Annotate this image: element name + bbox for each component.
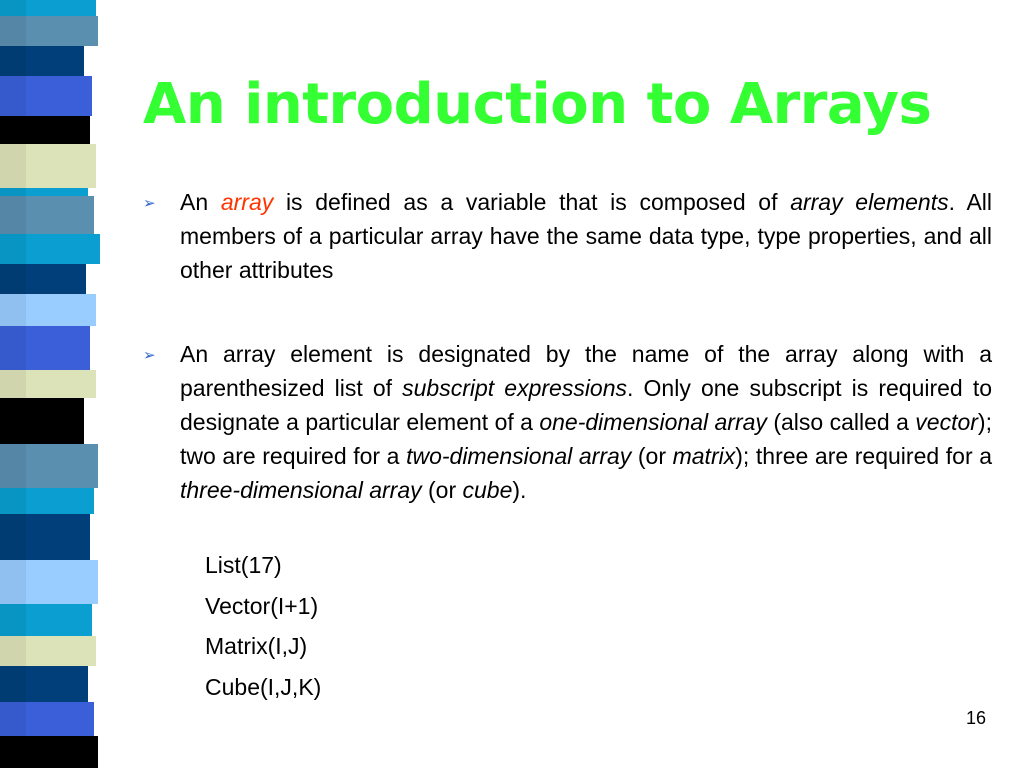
- emphasized-term: matrix: [672, 443, 736, 469]
- paragraph-text: ); three are required for a: [735, 443, 992, 469]
- bullet-paragraph-2: [180, 337, 992, 507]
- example-list: List(17): [205, 552, 282, 578]
- decorative-stripe-bar: [0, 0, 118, 768]
- paragraph-text: . Only one subscript is required to designate a particular element of a: [180, 375, 993, 435]
- paragraph-text: (or: [631, 443, 673, 469]
- slide-title: An introduction to Arrays: [143, 72, 932, 137]
- example-vector: Vector(I+1): [205, 593, 319, 619]
- emphasized-term: three-dimensional array: [180, 477, 422, 503]
- page-number: 16: [966, 708, 987, 728]
- paragraph-text: (or: [421, 477, 463, 503]
- paragraph-text: is defined as a variable that is composed of: [273, 189, 791, 215]
- emphasized-term: vector: [915, 409, 978, 435]
- paragraph-text: (also called a: [766, 409, 916, 435]
- paragraph-text: . All members of a particular array have the same data type, type properties, and all other attributes: [180, 189, 993, 283]
- stripe-shadow: [0, 0, 26, 768]
- emphasized-term: cube: [462, 477, 513, 503]
- paragraph-text: An: [180, 189, 221, 215]
- emphasized-term: array elements: [790, 189, 949, 215]
- example-cube: Cube(I,J,K): [205, 674, 322, 700]
- bullet-arrow-icon: ➢: [143, 347, 156, 364]
- paragraph-text: An array element is designated by the name of the array along with a parenthesized list of: [180, 341, 992, 401]
- bullet-arrow-icon: ➢: [143, 195, 156, 212]
- highlighted-term: array: [220, 189, 274, 215]
- emphasized-term: two-dimensional array: [406, 443, 632, 469]
- bullet-paragraph-1: [180, 185, 992, 287]
- paragraph-text: ); two are required for a: [180, 409, 992, 469]
- emphasized-term: one-dimensional array: [539, 409, 767, 435]
- emphasized-term: subscript expressions: [402, 375, 628, 401]
- example-matrix: Matrix(I,J): [205, 633, 308, 659]
- paragraph-text: ).: [512, 477, 527, 503]
